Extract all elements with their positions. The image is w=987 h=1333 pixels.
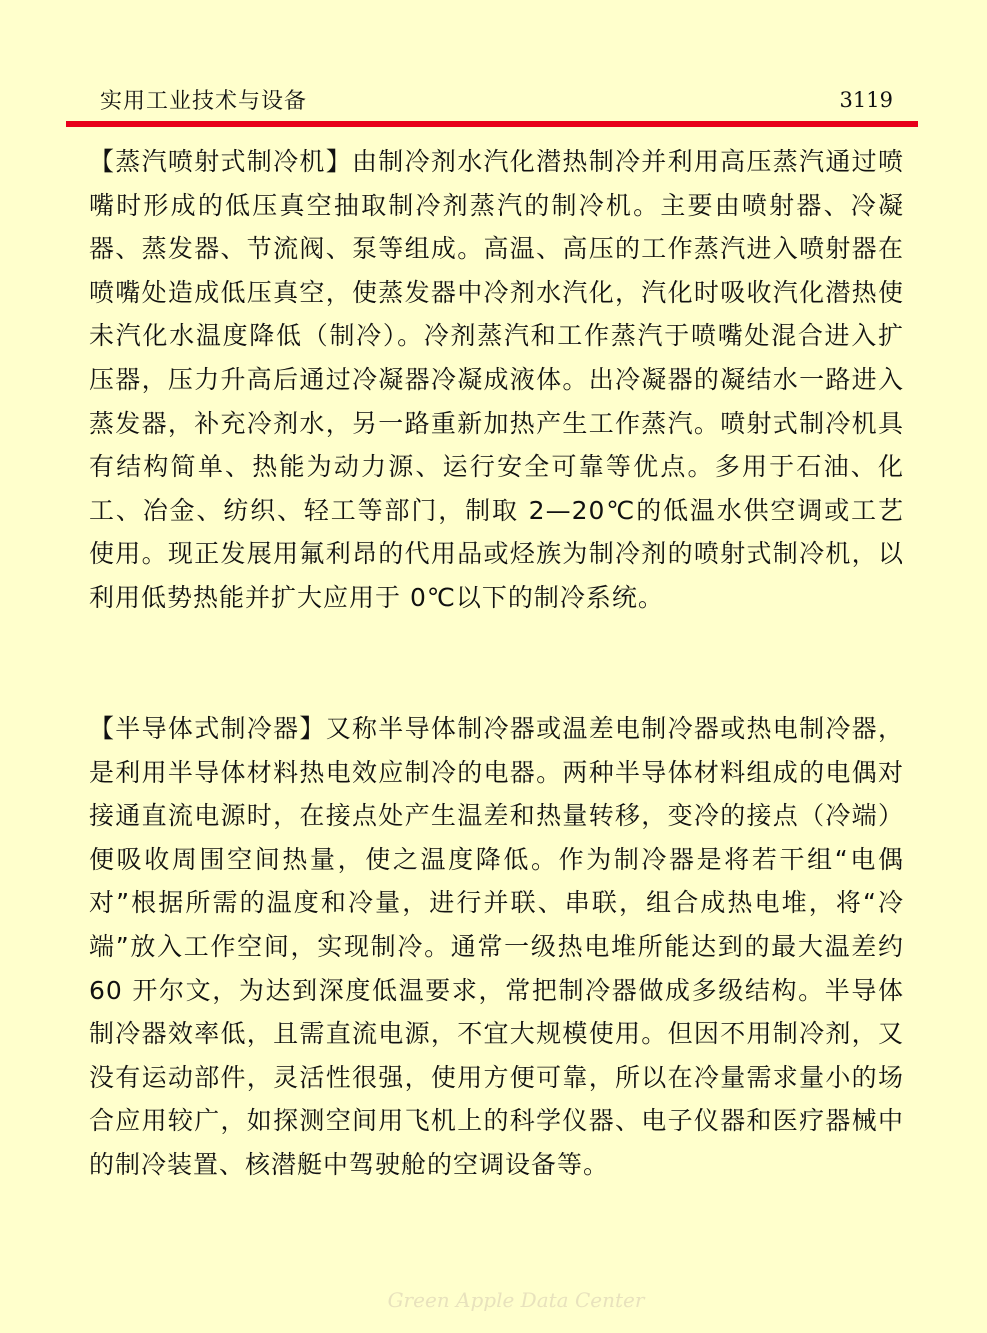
running-header-title: 实用工业技术与设备 [100,89,308,114]
entry-body: 又称半导体制冷器或温差电制冷器或热电制冷器，是利用半导体材料热电效应制冷的电器。两种半导体材料组成的电偶对接通直流电源时，在接点处产生温差和热量转移，变冷的接点（冷端）便吸收周围空间热量，使之温度降低。作为制冷器是将若干组“电偶对”根据所需的温度和冷量，进行并联、串联，组合成热电堆，将“冷端”放入工作空间，实现制冷。通常一级热电堆所能达到的最大温差约 60 开尔文，为达到深度低温要求，常把制冷器做成多级结构。半导体制冷器效率低，且需直流电源，不宜大规模使用。但因不用制冷剂，又没有运动部件，灵活性很强，使用方便可靠，所以在冷量需求量小的场合应用较广，如探测空间用飞机上的科学仪器、电子仪器和医疗器械中的制冷装置、核潜艇中驾驶舱的空调设备等。 [89,714,904,1179]
entry-body: 由制冷剂水汽化潜热制冷并利用高压蒸汽通过喷嘴时形成的低压真空抽取制冷剂蒸汽的制冷机。主要由喷射器、冷凝器、蒸发器、节流阀、泵等组成。高温、高压的工作蒸汽进入喷射器在喷嘴处造成低压真空，使蒸发器中冷剂水汽化，汽化时吸收汽化潜热使未汽化水温度降低（制冷）。冷剂蒸汽和工作蒸汽于喷嘴处混合进入扩压器，压力升高后通过冷凝器冷凝成液体。出冷凝器的凝结水一路进入蒸发器，补充冷剂水，另一路重新加热产生工作蒸汽。喷射式制冷机具有结构简单、热能为动力源、运行安全可靠等优点。多用于石油、化工、冶金、纺织、轻工等部门，制取 2—20℃的低温水供空调或工艺使用。现正发展用氟利昂的代用品或烃族为制冷剂的喷射式制冷机，以利用低势热能并扩大应用于 0℃以下的制冷系统。 [89,147,904,612]
entry-term: 【半导体式制冷器】 [89,714,326,743]
entry-semiconductor-refrigerator [89,707,904,1187]
header-divider [66,121,918,127]
entry-term: 【蒸汽喷射式制冷机】 [89,147,352,176]
entry-steam-jet-refrigerator [89,140,904,620]
watermark: Green Apple Data Center [387,1288,645,1312]
page-number: 3119 [839,88,893,112]
